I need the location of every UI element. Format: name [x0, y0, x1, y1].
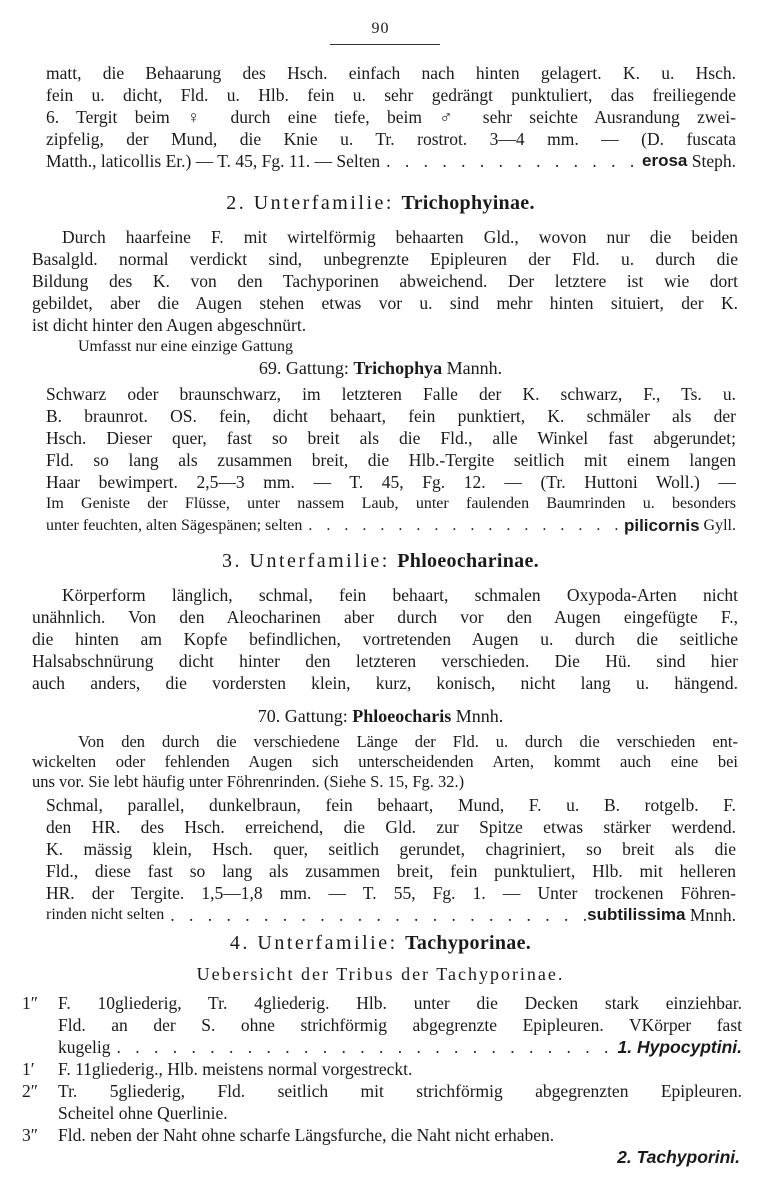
species-author: Mnnh. — [685, 905, 736, 925]
text-line: matt, die Behaarung des Hsch. einfach nach hinten gelagert. K. u. Hsch. — [46, 63, 736, 83]
key-continuation: Fld. an der S. ohne strichförmig abgegrenzte Epipleuren. VKörper fast — [58, 1015, 742, 1035]
text-line: 6. Tergit beim ♀ durch eine tiefe, beim ♂ sehr seichte Ausrandung zwei- — [46, 107, 736, 127]
key-title: Uebersicht der Tribus der Tachyporinae. — [196, 964, 565, 984]
leader-dots — [302, 515, 624, 537]
key-entry — [22, 1080, 742, 1102]
text-line: Schmal, parallel, dunkelbraun, fein behaart, Mund, F. u. B. rotgelb. F. — [46, 795, 736, 815]
text-line: Im Geniste der Flüsse, unter nassem Laub, unter faulenden Baumrinden u. besonders — [46, 495, 736, 512]
text-line: Basalgld. normal verdickt sind, unbegrenzte Epipleuren der Fld. u. durch die — [32, 249, 738, 269]
key-continuation: Scheitel ohne Querlinie. — [58, 1103, 228, 1123]
text-line: rinden nicht selten — [46, 906, 165, 923]
key-entry — [22, 992, 742, 1014]
leader-dots — [380, 150, 642, 172]
genus-name: Phloeocharis — [352, 706, 452, 726]
text-line: K. mässig klein, Hsch. quer, seitlich gerundet, chagriniert, so breit als die — [46, 839, 736, 859]
text-line: unter feuchten, alten Sägespänen; selten — [46, 517, 303, 534]
text-line: fein u. dicht, Fld. u. Hlb. fein u. sehr gedrängt punktuliert, das freiliegende — [46, 85, 736, 105]
text-line: HR. der Tergite. 1,5—1,8 mm. — T. 55, Fg. 1. — Unter trockenen Föhren- — [46, 883, 736, 903]
genus-label: 69. Gattung: — [258, 358, 354, 378]
text-line: Hsch. Dieser quer, fast so breit als die Fld., alle Winkel fast abgerundet; — [46, 428, 736, 448]
species-name: pilicornis — [623, 516, 700, 535]
tribe-reference: 2. Tachyporini. — [617, 1147, 740, 1167]
text-line: Durch haarfeine F. mit wirtelförmig behaarten Gld., wovon nur die beiden — [62, 227, 738, 247]
genus-author: Mnnh. — [451, 706, 504, 726]
tribe-reference: 1. Hypocyptini. — [617, 1037, 742, 1057]
key-result-line — [22, 1146, 742, 1168]
species-name: subtilissima — [587, 905, 686, 924]
genus-heading — [0, 706, 761, 727]
subfamily-label: 3. Unterfamilie: — [222, 550, 398, 572]
key-number: 3″ — [22, 1125, 39, 1145]
leader-dots — [111, 1036, 618, 1058]
species-line — [46, 515, 736, 537]
text-line: auch anders, die vordersten klein, kurz, konisch, nicht lang u. hängend. — [32, 673, 738, 693]
leader-dots — [164, 904, 587, 926]
text-line: Fld., diese fast so lang als zusammen breit, fein punktuliert, Hlb. mit helleren — [46, 861, 736, 881]
key-text: Tr. 5gliederig, Fld. seitlich mit strichförmig abgegrenzten Epipleuren. — [58, 1081, 742, 1101]
species-line — [46, 904, 736, 926]
species-line — [46, 150, 736, 172]
text-line: Halsabschnürung dicht hinter den letzteren verschieden. Die Hü. sind hier — [32, 651, 738, 671]
text-line — [32, 314, 738, 336]
text-line: Bildung des K. von den Tachyporinen abweichend. Der letztere ist wie dort — [32, 271, 738, 291]
key-continuation: kugelig — [58, 1037, 111, 1057]
subfamily-description — [32, 226, 738, 358]
genus-label: 70. Gattung: — [257, 706, 353, 726]
key-text: F. 11gliederig., Hlb. meistens normal vorgestreckt. — [58, 1059, 413, 1079]
text-line-content: uns vor. Sie lebt häufig unter Föhrenrinden. (Siehe S. 15, Fg. 32.) — [32, 772, 465, 791]
header-rule — [330, 44, 440, 45]
key-number: 1″ — [22, 993, 39, 1013]
subfamily-name: Phloeocharinae. — [397, 550, 539, 572]
text-line: die hinten am Kopfe befindlichen, vortretenden Augen u. durch die seitliche — [32, 629, 738, 649]
text-line — [32, 772, 738, 792]
text-line: Schwarz oder braunschwarz, im letzteren Falle der K. schwarz, F., Ts. u. — [46, 384, 736, 404]
key-entry — [22, 1058, 742, 1080]
subfamily-name: Trichophyinae. — [401, 192, 535, 214]
key-result-line — [22, 1036, 742, 1058]
text-line: gebildet, aber die Augen stehen etwas vor u. sind mehr hinten situiert, der K. — [32, 293, 738, 313]
text-line: Matth., laticollis Er.) — T. 45, Fg. 11. — Selten — [46, 151, 381, 171]
key-entry — [22, 1124, 742, 1146]
subfamily-label: 4. Unterfamilie: — [229, 932, 406, 954]
text-line: unähnlich. Von den Aleocharinen aber durch vor den Augen eingefügte F., — [32, 607, 738, 627]
key-number: 2″ — [22, 1081, 39, 1101]
subfamily-label: 2. Unterfamilie: — [226, 192, 402, 214]
subfamily-description — [32, 584, 738, 694]
text-line: Fld. so lang als zusammen breit, die Hlb.-Tergite seitlich mit einem langen — [46, 450, 736, 470]
subfamily-heading — [0, 192, 761, 215]
key-text: F. 10gliederig, Tr. 4gliederig. Hlb. unter die Decken stark einziehbar. — [58, 993, 742, 1013]
page-number: 90 — [371, 20, 390, 37]
subfamily-heading — [0, 550, 761, 573]
text-line: zipfelig, der Mund, die Knie u. Tr. rostrot. 3—4 mm. — (D. fuscata — [46, 129, 736, 149]
species-author: Gyll. — [699, 517, 736, 534]
text-line: Körperform länglich, schmal, fein behaart, schmalen Oxypoda-Arten nicht — [62, 585, 738, 605]
tribe-key — [22, 992, 742, 1168]
text-line: Haar bewimpert. 2,5—3 mm. — T. 45, Fg. 12. — (Tr. Huttoni Woll.) — — [46, 472, 736, 492]
intro-paragraph — [46, 62, 736, 172]
subfamily-heading — [0, 932, 761, 955]
text-line: B. braunrot. OS. fein, dicht behaart, fein punktiert, K. schmäler als der — [46, 406, 736, 426]
note-text: Umfasst nur eine einzige Gattung — [78, 338, 294, 355]
genus-intro — [32, 732, 738, 792]
text-line: den HR. des Hsch. erreichend, die Gld. zur Spitze etwas stärker werdend. — [46, 817, 736, 837]
genus-description — [46, 794, 736, 926]
genus-description — [46, 383, 736, 537]
text-line: wickelten oder fehlenden Augen sich unterscheidenden Arten, kommt auch eine bei — [32, 752, 738, 771]
genus-name: Trichophya — [353, 358, 443, 378]
genus-heading — [0, 358, 761, 379]
species-author: Steph. — [687, 151, 736, 171]
genus-author: Mannh. — [442, 358, 503, 378]
key-text: Fld. neben der Naht ohne scharfe Längsfurche, die Naht nicht erhaben. — [58, 1125, 555, 1145]
key-number: 1′ — [22, 1059, 35, 1079]
note-line — [32, 336, 738, 358]
species-name: erosa — [642, 151, 688, 170]
text-line-content: ist dicht hinter den Augen abgeschnürt. — [32, 315, 307, 335]
text-line: Von den durch die verschiedene Länge der Fld. u. durch die verschieden ent- — [78, 732, 738, 751]
subfamily-name: Tachyporinae. — [405, 932, 532, 954]
